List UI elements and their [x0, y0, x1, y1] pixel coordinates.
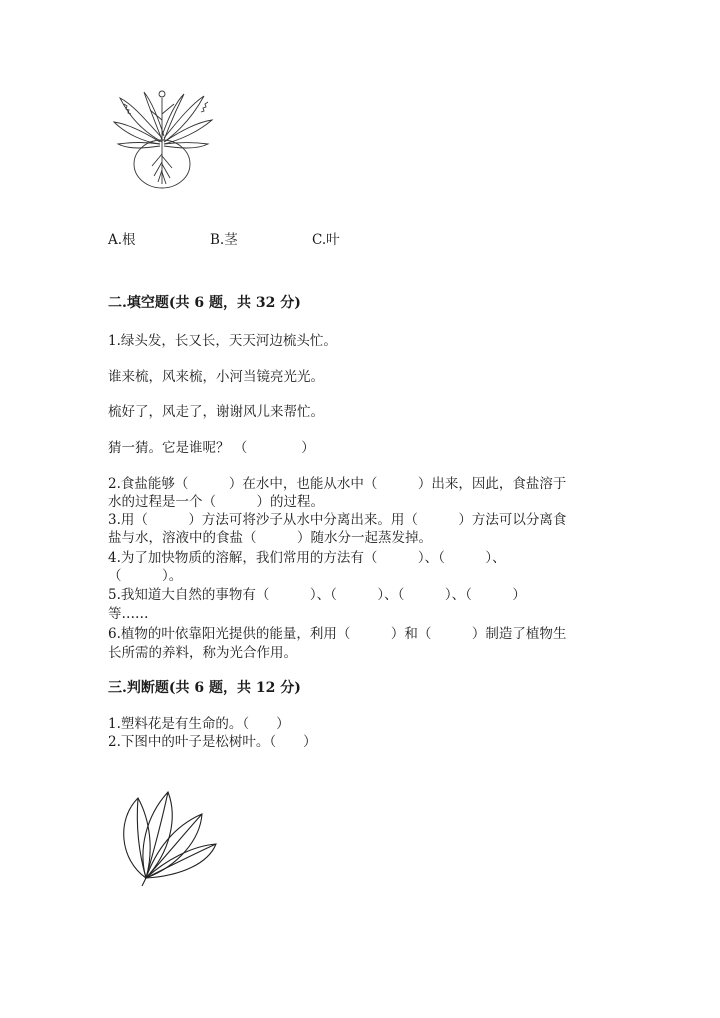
s2-line-8: 盐与水，溶液中的食盐（ ）随水分一起蒸发掉。: [108, 530, 432, 546]
s2-line-4: 猜一猜。它是谁呢？ （ ）: [108, 440, 315, 456]
s3-line-2: 2.下图中的叶子是松树叶。（ ）: [108, 734, 317, 750]
s3-line-1: 1.塑料花是有生命的。（ ）: [108, 716, 290, 732]
s2-line-1: 1.绿头发，长又长，天天河边梳头忙。: [108, 333, 337, 349]
s2-line-9: 4.为了加快物质的溶解，我们常用的方法有（ ）、（ ）、: [108, 550, 506, 566]
section2-heading: 二.填空题(共 6 题，共 32 分): [108, 295, 301, 311]
s2-line-11: 5.我知道大自然的事物有（ ）、（ ）、（ ）、（ ）: [108, 587, 526, 603]
s2-line-7: 3.用（ ）方法可将沙子从水中分离出来。用（ ）方法可以分离食: [108, 512, 567, 528]
plant-root-figure: [108, 84, 228, 194]
s2-line-10: （ ）。: [108, 568, 183, 584]
s2-line-12: 等……: [108, 606, 149, 622]
s2-line-6: 水的过程是一个（ ）的过程。: [108, 494, 324, 510]
s2-line-13: 6.植物的叶依靠阳光提供的能量，利用（ ）和（ ）制造了植物生: [108, 626, 567, 642]
option-c[interactable]: C.叶: [312, 232, 340, 248]
option-b[interactable]: B.茎: [210, 232, 238, 248]
s2-line-14: 长所需的养料，称为光合作用。: [108, 645, 297, 661]
s2-line-5: 2.食盐能够（ ）在水中，也能从水中（ ）出来，因此，食盐溶于: [108, 476, 567, 492]
s2-line-2: 谁来梳，风来梳，小河当镜亮光光。: [108, 369, 324, 385]
s2-line-3: 梳好了，风走了，谢谢风儿来帮忙。: [108, 404, 324, 420]
section3-heading: 三.判断题(共 6 题，共 12 分): [108, 680, 301, 696]
leaf-figure: [116, 790, 236, 890]
option-a[interactable]: A.根: [108, 232, 136, 248]
